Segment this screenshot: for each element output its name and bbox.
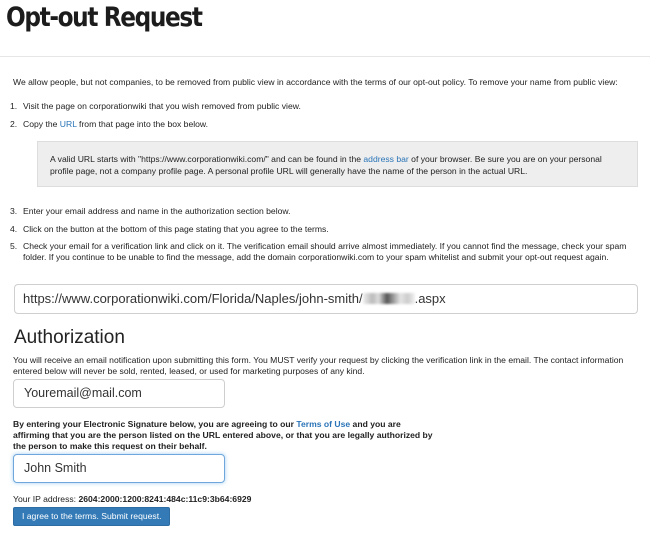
intro-text: We allow people, but not companies, to be removed from public view in accordance with the terms of our opt-out policy. To remove your name from public view: xyxy=(13,77,618,87)
step-text: Check your email for a verification link and click on it. The verification email should arrive almost immediately. If you cannot find the message, check your spam folder. If you continue to be unable to find the message, add the domain corporationwiki.com to your spam whitelist and submit your opt-out request again. xyxy=(23,241,627,262)
submit-button[interactable]: I agree to the terms. Submit request. xyxy=(13,507,170,526)
authorization-heading: Authorization xyxy=(14,327,125,348)
step-number: 3. xyxy=(10,206,18,216)
signature-text-pre: By entering your Electronic Signature below, you are agreeing to our xyxy=(13,419,297,429)
step-5 xyxy=(10,241,635,263)
note-text-pre: A valid URL starts with "https://www.corporationwiki.com/" and can be found in the xyxy=(50,154,364,164)
url-help-link[interactable]: URL xyxy=(59,119,77,129)
step-text: Enter your email address and name in the authorization section below. xyxy=(23,206,291,216)
step-text-post: from that page into the box below. xyxy=(76,119,209,129)
name-field[interactable]: John Smith xyxy=(13,454,225,483)
step-text: Click on the button at the bottom of this page stating that you agree to the terms. xyxy=(23,224,329,234)
signature-notice xyxy=(13,419,433,452)
address-bar-link[interactable]: address bar xyxy=(363,154,409,164)
ip-value: 2604:2000:1200:8241:484c:11c9:3b64:6929 xyxy=(78,494,252,504)
url-format-note xyxy=(37,141,638,187)
note-text-post: of your browser. Be sure you are on your personal profile page, not a company profile page. A personal profile URL will generally have the name of the person in the actual URL. xyxy=(50,154,602,176)
step-number: 5. xyxy=(10,241,18,251)
ip-label: Your IP address: xyxy=(13,494,79,504)
signature-text-post: and you are affirming that you are the person listed on the URL entered above, or that you are legally authorized by the person to make this request on their behalf. xyxy=(13,419,433,451)
step-2 xyxy=(10,119,635,130)
step-3 xyxy=(10,206,635,217)
page-title: Opt-out Request xyxy=(6,2,202,33)
url-suffix: .aspx xyxy=(414,291,446,306)
profile-url-input[interactable] xyxy=(14,284,638,314)
title-divider xyxy=(0,56,650,57)
step-1 xyxy=(10,101,635,112)
step-number: 4. xyxy=(10,224,18,234)
ip-address xyxy=(13,494,251,504)
url-prefix: https://www.corporationwiki.com/Florida/Naples/john-smith/ xyxy=(23,291,363,306)
authorization-text: You will receive an email notification upon submitting this form. You MUST verify your request by clicking the verification link in the email. The contact information entered below will never be sold, rented, leased, or used for marketing purposes of any kind. xyxy=(13,355,624,376)
terms-of-use-link[interactable]: Terms of Use xyxy=(296,419,351,429)
redacted-segment xyxy=(363,293,415,304)
step-text: Visit the page on corporationwiki that you wish removed from public view. xyxy=(23,101,301,111)
step-number: 1. xyxy=(10,101,18,111)
email-field[interactable]: Youremail@mail.com xyxy=(13,379,225,408)
step-number: 2. xyxy=(10,119,18,129)
step-text-pre: Copy the xyxy=(23,119,60,129)
step-4 xyxy=(10,224,635,235)
